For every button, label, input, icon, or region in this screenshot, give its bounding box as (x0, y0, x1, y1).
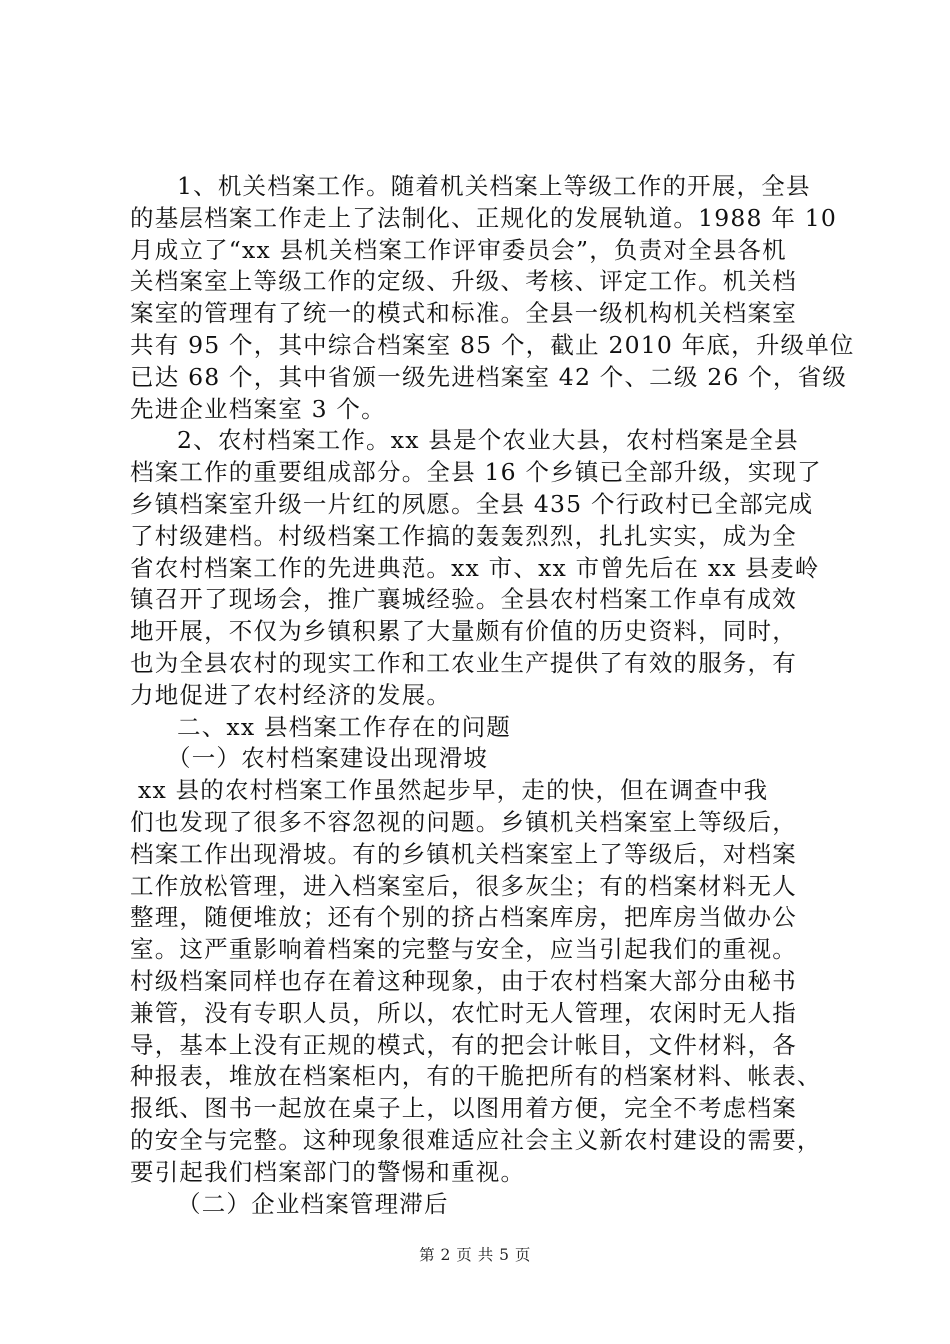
text-line: 的基层档案工作走上了法制化、正规化的发展轨道。1988 年 10 (130, 203, 838, 232)
text-line: 2、农村档案工作。xx 县是个农业大县，农村档案是全县 (177, 426, 799, 455)
text-line: 室。这严重影响着档案的完整与安全，应当引起我们的重视。 (130, 935, 797, 964)
text-line: 档案工作出现滑坡。有的乡镇机关档案室上了等级后，对档案 (130, 839, 797, 868)
text-line: 先进企业档案室 3 个。 (130, 394, 386, 423)
section-heading (130, 712, 830, 744)
text-line: 了村级建档。村级档案工作搞的轰轰烈烈，扎扎实实，成为全 (130, 521, 797, 550)
text-line: 的安全与完整。这种现象很难适应社会主义新农村建设的需要， (130, 1125, 822, 1154)
text-line: 镇召开了现场会，推广襄城经验。全县农村档案工作卓有成效 (130, 585, 797, 614)
text-line: 报纸、图书一起放在桌子上，以图用着方便，完全不考虑档案 (130, 1094, 797, 1123)
heading-problems: 二、xx 县档案工作存在的问题 (177, 712, 511, 741)
paragraph-agency-archives (130, 171, 855, 425)
text-line: 工作放松管理，进入档案室后，很多灰尘；有的档案材料无人 (130, 871, 797, 900)
paragraph-rural-decline (130, 775, 830, 1188)
text-line: 乡镇档案室升级一片红的夙愿。全县 435 个行政村已全部完成 (130, 489, 814, 518)
text-line: xx 县的农村档案工作虽然起步早，走的快，但在调查中我 (138, 776, 769, 805)
text-line: 地开展，不仅为乡镇积累了大量颇有价值的历史资料，同时， (130, 617, 797, 646)
paragraph-rural-archives (130, 425, 830, 711)
text-line: 共有 95 个，其中综合档案室 85 个，截止 2010 年底，升级单位 (130, 330, 855, 359)
text-line: 关档案室上等级工作的定级、升级、考核、评定工作。机关档 (130, 267, 797, 296)
text-line: 档案工作的重要组成部分。全县 16 个乡镇已全部升级，实现了 (130, 458, 822, 487)
text-line: 月成立了“xx 县机关档案工作评审委员会”，负责对全县各机 (130, 235, 787, 264)
text-line: 也为全县农村的现实工作和工农业生产提供了有效的服务，有 (130, 648, 797, 677)
text-line: 村级档案同样也存在着这种现象，由于农村档案大部分由秘书 (130, 966, 797, 995)
text-line: 整理，随便堆放；还有个别的挤占档案库房，把库房当做办公 (130, 903, 797, 932)
page-number-label: 第 2 页 共 5 页 (419, 1246, 531, 1264)
text-line: 们也发现了很多不容忽视的问题。乡镇机关档案室上等级后， (130, 807, 797, 836)
text-line: 省农村档案工作的先进典范。xx 市、xx 市曾先后在 xx 县麦岭 (130, 553, 820, 582)
text-line: 1、机关档案工作。随着机关档案上等级工作的开展，全县 (177, 172, 811, 200)
page-footer (0, 1243, 950, 1265)
subsection-heading (130, 743, 830, 775)
text-line: 案室的管理有了统一的模式和标准。全县一级机构机关档案室 (130, 299, 797, 328)
text-line: 种报表，堆放在档案柜内，有的干脆把所有的档案材料、帐表、 (130, 1062, 822, 1091)
text-line: 已达 68 个，其中省颁一级先进档案室 42 个、二级 26 个，省级 (130, 362, 848, 391)
document-body (130, 171, 855, 1220)
text-line: 力地促进了农村经济的发展。 (130, 680, 452, 709)
subsection-heading (130, 1189, 830, 1221)
heading-enterprise-lag: （二）企业档案管理滞后 (177, 1189, 449, 1218)
text-line: 兼管，没有专职人员，所以，农忙时无人管理，农闲时无人指 (130, 998, 797, 1027)
text-line: 导，基本上没有正规的模式，有的把会计帐目，文件材料，各 (130, 1030, 797, 1059)
text-line: 要引起我们档案部门的警惕和重视。 (130, 1157, 526, 1186)
heading-rural-decline: （一）农村档案建设出现滑坡 (167, 744, 489, 773)
